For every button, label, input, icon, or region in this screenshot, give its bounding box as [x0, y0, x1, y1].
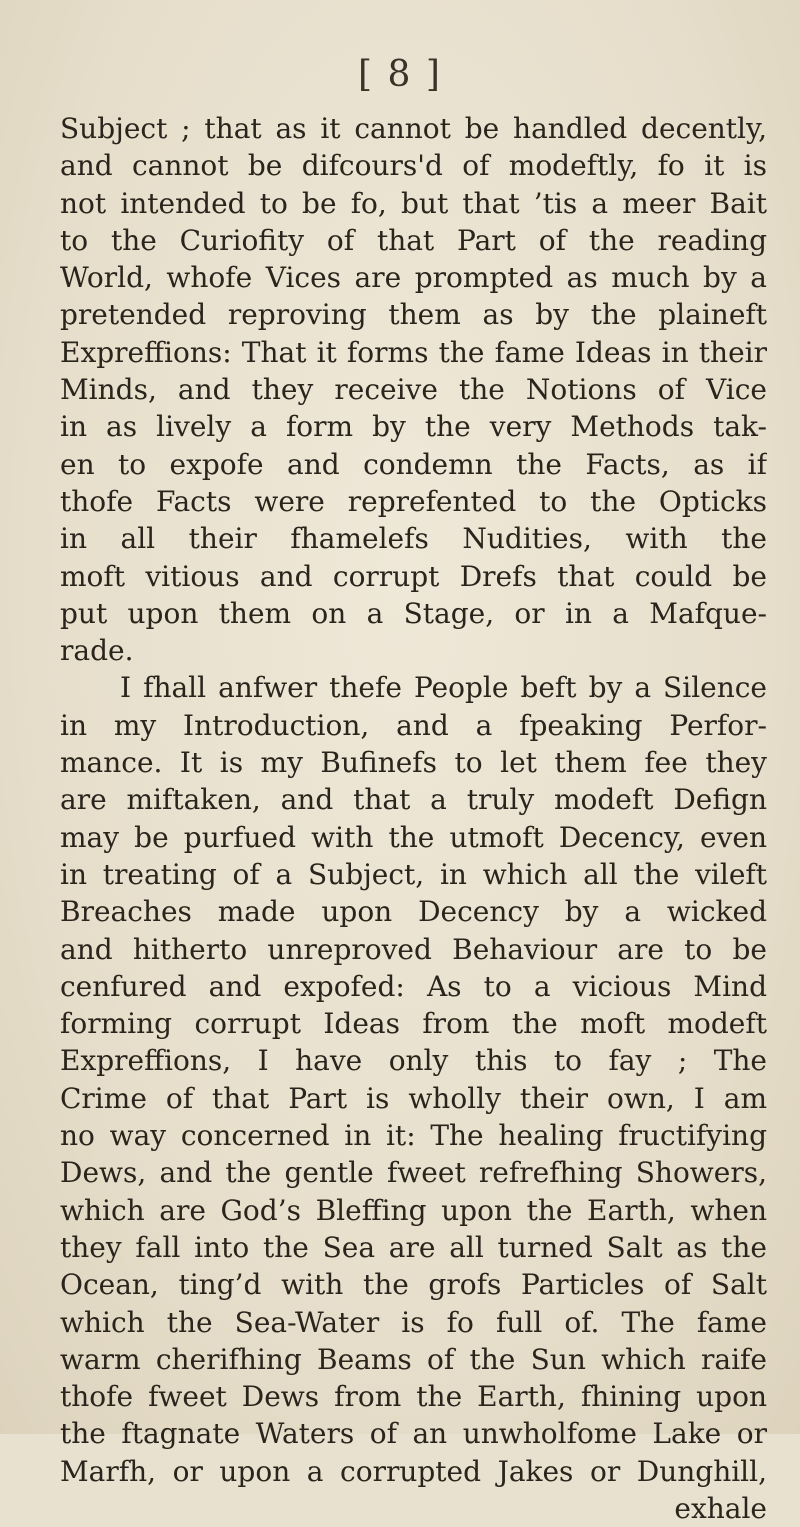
- text-line: World, whofe Vices are prompted as much by a: [60, 261, 767, 295]
- text-line: Expreffions: That it forms the fame Ideas in their: [60, 335, 767, 369]
- text-line: forming corrupt Ideas from the moft modeft: [60, 1007, 767, 1041]
- text-line: not intended to be fo, but that ’tis a meer Bait: [60, 186, 767, 220]
- body-text: [60, 110, 767, 1527]
- text-line: which the Sea-Water is fo full of. The fame: [60, 1305, 767, 1339]
- page-number: [ 8 ]: [358, 54, 442, 95]
- text-line: they fall into the Sea are all turned Salt as the: [60, 1230, 767, 1264]
- text-line: Breaches made upon Decency by a wicked: [60, 895, 767, 929]
- text-line: rade.: [60, 634, 134, 668]
- text-line: in treating of a Subject, in which all the vileft: [60, 857, 767, 891]
- text-line: are miftaken, and that a truly modeft Defign: [60, 783, 767, 817]
- text-line: to the Curiofity of that Part of the reading: [60, 223, 767, 257]
- text-line: and cannot be difcours'd of modeftly, fo it is: [60, 149, 767, 183]
- text-line: Expreffions, I have only this to fay ; The: [60, 1044, 767, 1078]
- text-line: Ocean, ting’d with the grofs Particles of Salt: [60, 1268, 767, 1302]
- paragraph-start-line: I fhall anfwer thefe People beft by a Silence: [120, 671, 767, 705]
- text-line: Dews, and the gentle fweet refrefhing Showers,: [60, 1156, 767, 1190]
- text-line: Minds, and they receive the Notions of Vice: [60, 373, 767, 407]
- text-line: in my Introduction, and a fpeaking Perfor-: [60, 708, 767, 742]
- text-line: which are God’s Bleffing upon the Earth, when: [60, 1193, 767, 1227]
- text-line: may be purfued with the utmoft Decency, even: [60, 820, 767, 854]
- text-line: pretended reproving them as by the plaineft: [60, 298, 767, 332]
- text-line: in as lively a form by the very Methods tak-: [60, 410, 767, 444]
- text-line: thofe fweet Dews from the Earth, fhining upon: [60, 1380, 767, 1414]
- text-line: in all their fhamelefs Nudities, with the: [60, 522, 767, 556]
- text-line: and hitherto unreproved Behaviour are to be: [60, 932, 767, 966]
- text-line: Crime of that Part is wholly their own, I am: [60, 1081, 767, 1115]
- text-line: no way concerned in it: The healing fructifying: [60, 1119, 767, 1153]
- text-line: mance. It is my Bufinefs to let them fee they: [60, 746, 767, 780]
- text-line: put upon them on a Stage, or in a Mafque-: [60, 596, 767, 630]
- text-line: the ftagnate Waters of an unwholfome Lake or: [60, 1417, 767, 1451]
- text-line: Subject ; that as it cannot be handled decently,: [60, 112, 767, 145]
- text-line: thofe Facts were reprefented to the Opticks: [60, 484, 767, 518]
- catchword: exhale: [674, 1491, 767, 1525]
- text-line: moft vitious and corrupt Drefs that could be: [60, 559, 767, 593]
- text-line: warm cherifhing Beams of the Sun which raife: [60, 1342, 767, 1376]
- text-line: Marfh, or upon a corrupted Jakes or Dunghill,: [60, 1454, 767, 1488]
- text-line: en to expofe and condemn the Facts, as if: [60, 447, 767, 481]
- text-line: cenfured and expofed: As to a vicious Mind: [60, 969, 767, 1003]
